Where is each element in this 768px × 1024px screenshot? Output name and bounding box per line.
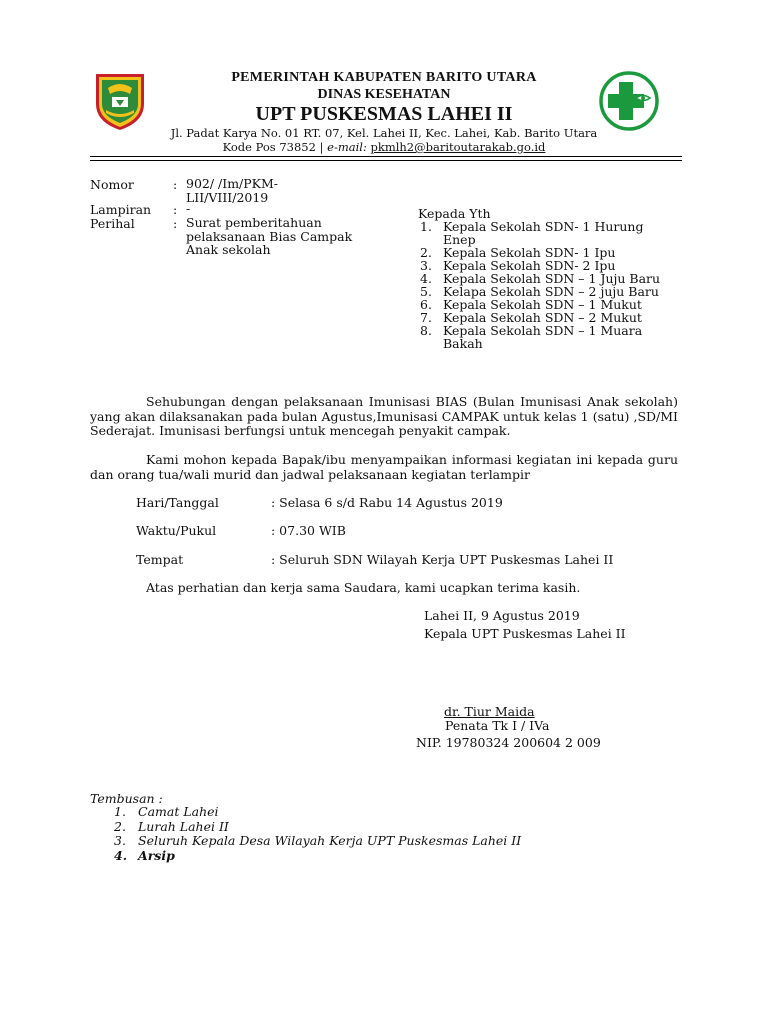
- tembusan-list: [90, 805, 521, 863]
- lampiran-label: Lampiran: [90, 202, 152, 217]
- tembusan-heading: Tembusan :: [90, 791, 163, 806]
- recipient-list: [418, 220, 680, 350]
- header-rule-thick: [90, 156, 682, 157]
- list-item: 1. Kepala Sekolah SDN- 1 Hurung Enep: [420, 219, 644, 247]
- signature-name: dr. Tiur Maida: [444, 704, 535, 719]
- list-item: 3. Seluruh Kepala Desa Wilayah Kerja UPT Puskesmas Lahei II: [114, 833, 522, 848]
- schedule-time-value: : 07.30 WIB: [271, 523, 346, 538]
- recipients-heading: Kepada Yth: [418, 206, 491, 221]
- lampiran-value: -: [186, 201, 191, 216]
- list-item: 3. Kepala Sekolah SDN- 2 Ipu: [420, 258, 616, 273]
- signature-rank: Penata Tk I / IVa: [445, 718, 550, 733]
- header-government: PEMERINTAH KABUPATEN BARITO UTARA: [231, 70, 537, 85]
- header-address: Jl. Padat Karya No. 01 RT. 07, Kel. Lahei II, Kec. Lahei, Kab. Barito Utara: [170, 126, 598, 140]
- postal-code: Kode Pos 73852 |: [222, 140, 328, 154]
- signature-nip: NIP. 19780324 200604 2 009: [416, 735, 601, 750]
- list-item: 5. Kelapa Sekolah SDN – 2 juju Baru: [420, 284, 659, 299]
- list-item: 2. Lurah Lahei II: [114, 818, 229, 834]
- nomor-label: Nomor: [90, 177, 134, 192]
- list-item: 8. Kepala Sekolah SDN – 1 Muara Bakah: [420, 323, 643, 351]
- header-department: DINAS KESEHATAN: [317, 87, 451, 102]
- email-label: e-mail:: [327, 140, 371, 154]
- list-item: 6. Kepala Sekolah SDN – 1 Mukut: [420, 297, 642, 312]
- list-item: 4. Kepala Sekolah SDN – 1 Juju Baru: [420, 271, 661, 286]
- nomor-colon: :: [173, 177, 178, 192]
- nomor-value: 902/ /Im/PKM-LII/VIII/2019: [186, 176, 279, 205]
- list-item: 1. Camat Lahei: [114, 804, 219, 819]
- header-rule-thin: [90, 160, 682, 161]
- header-institution: UPT PUSKESMAS LAHEI II: [255, 103, 513, 125]
- body-paragraph-1: Sehubungan dengan pelaksanaan Imunisasi BIAS (Bulan Imunisasi Anak sekolah) yang akan dilaksanakan pada bulan Agustus,Imunisasi CAMPAK untuk kelas 1 (satu) ,SD/MI Sederajat. Imunisasi berfungsi untuk mencegah penyakit campak.: [90, 394, 678, 438]
- schedule-date-label: Hari/Tanggal: [136, 495, 219, 510]
- list-item: 2. Kepala Sekolah SDN- 1 Ipu: [420, 245, 616, 260]
- schedule-place-label: Tempat: [136, 552, 184, 567]
- lampiran-colon: :: [173, 202, 178, 217]
- schedule-place-value: : Seluruh SDN Wilayah Kerja UPT Puskesmas Lahei II: [271, 552, 614, 567]
- signature-position: Kepala UPT Puskesmas Lahei II: [424, 626, 626, 641]
- perihal-label: Perihal: [90, 216, 135, 231]
- perihal-colon: :: [173, 216, 178, 231]
- list-item: 4. Arsip: [114, 847, 175, 863]
- schedule-time-label: Waktu/Pukul: [136, 523, 217, 538]
- signature-place-date: Lahei II, 9 Agustus 2019: [424, 608, 580, 623]
- header-contact: [0, 140, 768, 154]
- list-item: 7. Kepala Sekolah SDN – 2 Mukut: [420, 310, 642, 325]
- perihal-value: Surat pemberitahuan pelaksanaan Bias Campak Anak sekolah: [186, 215, 353, 257]
- schedule-date-value: : Selasa 6 s/d Rabu 14 Agustus 2019: [271, 495, 503, 510]
- email-link[interactable]: pkmlh2@baritoutarakab.go.id: [370, 140, 546, 154]
- closing-text: Atas perhatian dan kerja sama Saudara, kami ucapkan terima kasih.: [146, 580, 581, 595]
- body-paragraph-2: Kami mohon kepada Bapak/ibu menyampaikan informasi kegiatan ini kepada guru dan orang tua/wali murid dan jadwal pelaksanaan kegiatan terlampir: [90, 452, 678, 482]
